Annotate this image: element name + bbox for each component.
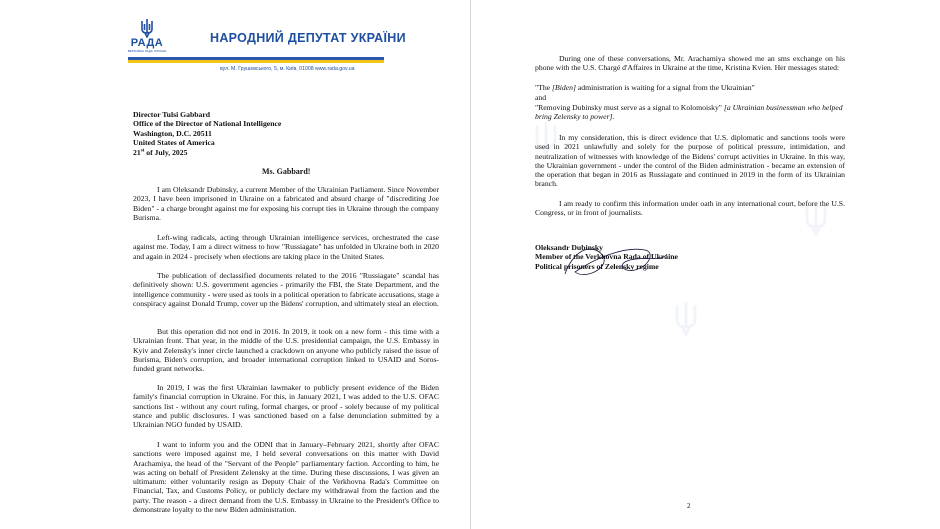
quote-text: "Removing Dubinsky must serve as a signal to Kolomoisky" — [535, 103, 724, 112]
quote-text: administration is waiting for a signal from the Ukrainian" — [575, 83, 755, 92]
quote-note: [a Ukrainian businessman who helped bring Zelensky to power]. — [535, 103, 843, 122]
recipient-block — [133, 110, 281, 147]
handwritten-signature — [555, 236, 675, 286]
recipient-line: United States of America — [133, 137, 215, 147]
body-paragraph: But this operation did not end in 2016. In 2019, it took on a new form - this time with a Ukrainian front. That year, in the middle of the U.S. presidential campaign, the U.S. Embassy in Kyiv and Zelensky's inner circle launched a crackdown on anyone who publicly raised the issue of Burisma, Biden's corruption, and broader international corruption linked to USAID and Soros-funded grant networks. — [133, 327, 439, 374]
letter-date — [133, 148, 187, 157]
rada-logo — [127, 18, 167, 53]
rada-wordmark: РАДА — [130, 37, 164, 49]
quote-line — [535, 83, 845, 92]
watermark-trident-icon — [671, 300, 701, 336]
letterhead-address: вул. М. Грушевського, 5, м. Київ, 01008 www.rada.gov.ua — [220, 66, 355, 72]
trident-icon — [139, 18, 155, 38]
page-number: 2 — [687, 502, 691, 510]
recipient-line: Office of the Director of National Intelligence — [133, 119, 282, 129]
body-paragraph: I am Oleksandr Dubinsky, a current Member of the Ukrainian Parliament. Since November 2023, I have been imprisoned in Ukraine on a fabricated and absurd charge of "discrediting Joe Biden" - a charge brought against me for exposing his corrupt ties in Ukraine through the company Burisma. — [133, 185, 439, 222]
rada-subtitle: ВЕРХОВНА РАДА УКРАЇНИ — [127, 49, 167, 53]
body-paragraph: During one of these conversations, Mr. Arachamiya showed me an sms exchange on his phone with the U.S. Chargé d'Affaires in Ukraine at the time, Kristina Kvien. Her messages stated: — [535, 54, 845, 73]
signer-status: Political prisoners of Zelensky regime — [535, 261, 659, 271]
signer-name: Oleksandr Dubinsky — [535, 243, 604, 252]
recipient-line: Washington, D.C. 20511 — [133, 128, 212, 138]
letterhead-title: НАРОДНИЙ ДЕПУТАТ УКРАЇНИ — [210, 31, 406, 45]
body-paragraph: Left-wing radicals, acting through Ukrainian intelligence services, orchestrated the case against me. Today, I am a direct witness to how "Russiagate" has unfolded in Ukraine both in 2020 and again in 2024 - precisely when elections are taking place in the United States. — [133, 233, 439, 261]
salutation: Ms. Gabbard! — [262, 167, 311, 176]
date-rest: of July, 2025 — [144, 148, 188, 157]
body-paragraph: I am ready to confirm this information under oath in any international court, before the U.S. Congress, or in front of journalists. — [535, 199, 845, 218]
quote-note: [Biden] — [552, 83, 576, 92]
quote-text: "The — [535, 83, 553, 92]
recipient-line: Director Tulsi Gabbard — [133, 110, 211, 119]
date-suffix: st — [140, 148, 145, 154]
signer-role: Member of the Verkhovna Rada of Ukraine — [535, 252, 678, 262]
body-paragraph: The publication of declassified documents related to the 2016 "Russiagate" scandal has definitively shown: U.S. government agencies - primarily the FBI, the State Department, and the intelligence community - were used as tools in a political operation to fabricate accusations, stage a conspiracy against Donald Trump, cover up the Bidens' corruption, and ultimately steal an election. — [133, 271, 439, 308]
flag-stripe-yellow — [128, 60, 384, 63]
date-day: 21 — [133, 148, 141, 157]
body-paragraph: I want to inform you and the ODNI that in January–February 2021, shortly after OFAC sanctions were imposed against me, I held several conversations on this matter with David Arachamiya, the head of the "Servant of the People" parliamentary faction. According to him, he was acting on behalf of President Zelensky at the time. During these discussions, I was given an ultimatum: either voluntarily resign as Deputy Chair of the Verkhovna Rada's Committee on Financial, Tax, and Customs Policy, or publicly declare my withdrawal from the faction and the party. The reason - a direct demand from the U.S. Embassy in Ukraine to the President's Office to demonstrate loyalty to the new Biden administration. — [133, 440, 439, 515]
body-paragraph: In 2019, I was the first Ukrainian lawmaker to publicly present evidence of the Biden family's financial corruption in Ukraine. For this, in January 2021, I was added to the U.S. OFAC sanctions list - without any court ruling, formal charges, or proof - solely because of my political stance and public disclosures. I was sanctioned based on a false denunciation submitted by a Ukrainian NGO funded by USAID. — [133, 383, 439, 430]
quote-line — [535, 103, 845, 122]
and-line: and — [535, 93, 547, 102]
body-paragraph: In my consideration, this is direct evidence that U.S. diplomatic and sanctions tools were used in 2021 unlawfully and solely for the purpose of political pressure, intimidation, and neutralization of witnesses with knowledge of the Bidens' corrupt activities in Ukraine. In this way, the Ukrainian government - under the control of the Biden administration - became an extension of the operation that began in 2016 as Russiagate and continued in 2019 in the form of its Ukrainian branch. — [535, 133, 845, 189]
